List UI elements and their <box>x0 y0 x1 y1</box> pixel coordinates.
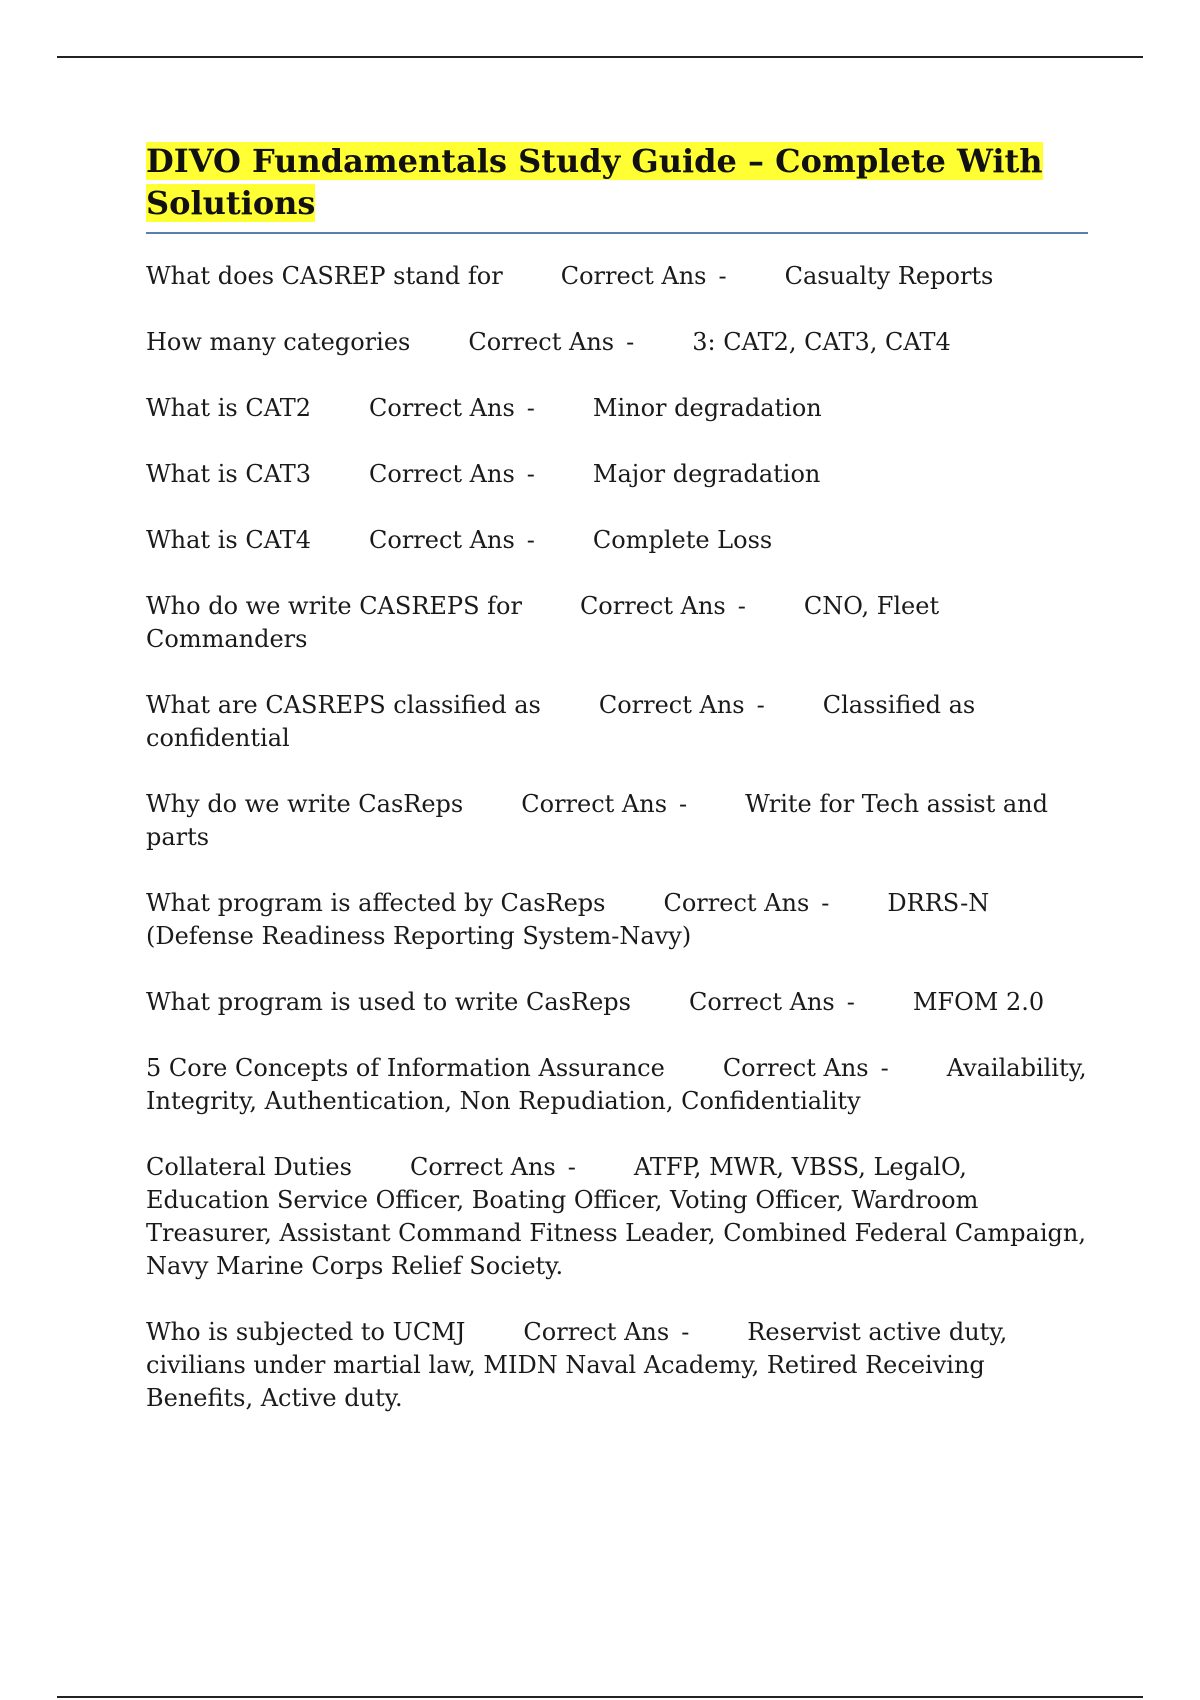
qa-item <box>146 524 1088 557</box>
answer-text: CNO, Fleet Commanders <box>146 592 940 653</box>
qa-item <box>146 689 1088 755</box>
question-text: How many categories <box>146 328 411 356</box>
question-text: Collateral Duties <box>146 1153 352 1181</box>
answer-text: ATFP, MWR, VBSS, LegalO, Education Service Officer, Boating Officer, Voting Officer, Wardroom Treasurer, Assistant Command Fitness Leader, Combined Federal Campaign, Navy Marine Corps Relief Society. <box>146 1153 1086 1280</box>
question-text: Why do we write CasReps <box>146 790 464 818</box>
question-text: What are CASREPS classified as <box>146 691 541 719</box>
answer-label: Correct Ans <box>409 1153 556 1181</box>
answer-text: Casualty Reports <box>784 262 994 290</box>
qa-item <box>146 788 1088 854</box>
answer-separator: - <box>821 889 830 917</box>
answer-text: Reservist active duty, civilians under martial law, MIDN Naval Academy, Retired Receiving Benefits, Active duty. <box>146 1318 1008 1412</box>
answer-separator: - <box>679 790 688 818</box>
answer-label: Correct Ans <box>369 394 515 422</box>
question-text: What is CAT4 <box>146 526 311 554</box>
answer-label: Correct Ans <box>560 262 707 290</box>
answer-text: MFOM 2.0 <box>912 988 1045 1016</box>
answer-separator: - <box>756 691 765 719</box>
qa-item <box>146 1052 1088 1118</box>
qa-item <box>146 986 1088 1019</box>
answer-separator: - <box>526 526 535 554</box>
answer-label: Correct Ans <box>688 988 835 1016</box>
qa-item <box>146 458 1088 491</box>
answer-text: Minor degradation <box>592 394 822 422</box>
answer-text: Classified as confidential <box>146 691 976 752</box>
title-underline <box>146 232 1088 234</box>
title-highlight: DIVO Fundamentals Study Guide – Complete With Solutions <box>146 142 1043 222</box>
document-title <box>146 140 1088 224</box>
qa-item <box>146 392 1088 425</box>
answer-separator: - <box>718 262 727 290</box>
answer-label: Correct Ans <box>579 592 726 620</box>
answer-separator: - <box>626 328 635 356</box>
qa-item <box>146 590 1088 656</box>
answer-label: Correct Ans <box>722 1054 869 1082</box>
qa-list <box>146 260 1088 1415</box>
answer-label: Correct Ans <box>521 790 668 818</box>
question-text: Who do we write CASREPS for <box>146 592 522 620</box>
answer-separator: - <box>567 1153 576 1181</box>
answer-text: Write for Tech assist and parts <box>146 790 1048 851</box>
answer-label: Correct Ans <box>468 328 615 356</box>
answer-text: Availability, Integrity, Authentication, Non Repudiation, Confidentiality <box>146 1054 1087 1115</box>
qa-item <box>146 1316 1088 1415</box>
answer-label: Correct Ans <box>369 460 515 488</box>
answer-text: 3: CAT2, CAT3, CAT4 <box>692 328 951 356</box>
answer-text: DRRS-N (Defense Readiness Reporting System-Navy) <box>146 889 990 950</box>
question-text: What program is affected by CasReps <box>146 889 606 917</box>
answer-separator: - <box>681 1318 690 1346</box>
question-text: What program is used to write CasReps <box>146 988 631 1016</box>
answer-separator: - <box>880 1054 889 1082</box>
question-text: What is CAT2 <box>146 394 311 422</box>
answer-label: Correct Ans <box>598 691 745 719</box>
question-text: Who is subjected to UCMJ <box>146 1318 466 1346</box>
document-body <box>146 140 1088 1448</box>
question-text: 5 Core Concepts of Information Assurance <box>146 1054 665 1082</box>
answer-separator: - <box>737 592 746 620</box>
question-text: What does CASREP stand for <box>146 262 503 290</box>
answer-text: Complete Loss <box>592 526 773 554</box>
answer-separator: - <box>846 988 855 1016</box>
answer-label: Correct Ans <box>523 1318 670 1346</box>
page-top-rule <box>57 56 1143 58</box>
qa-item <box>146 326 1088 359</box>
qa-item <box>146 887 1088 953</box>
answer-text: Major degradation <box>592 460 821 488</box>
answer-label: Correct Ans <box>369 526 515 554</box>
qa-item <box>146 260 1088 293</box>
qa-item <box>146 1151 1088 1283</box>
answer-separator: - <box>526 460 535 488</box>
question-text: What is CAT3 <box>146 460 311 488</box>
answer-label: Correct Ans <box>663 889 810 917</box>
page-bottom-rule <box>57 1696 1143 1698</box>
answer-separator: - <box>526 394 535 422</box>
